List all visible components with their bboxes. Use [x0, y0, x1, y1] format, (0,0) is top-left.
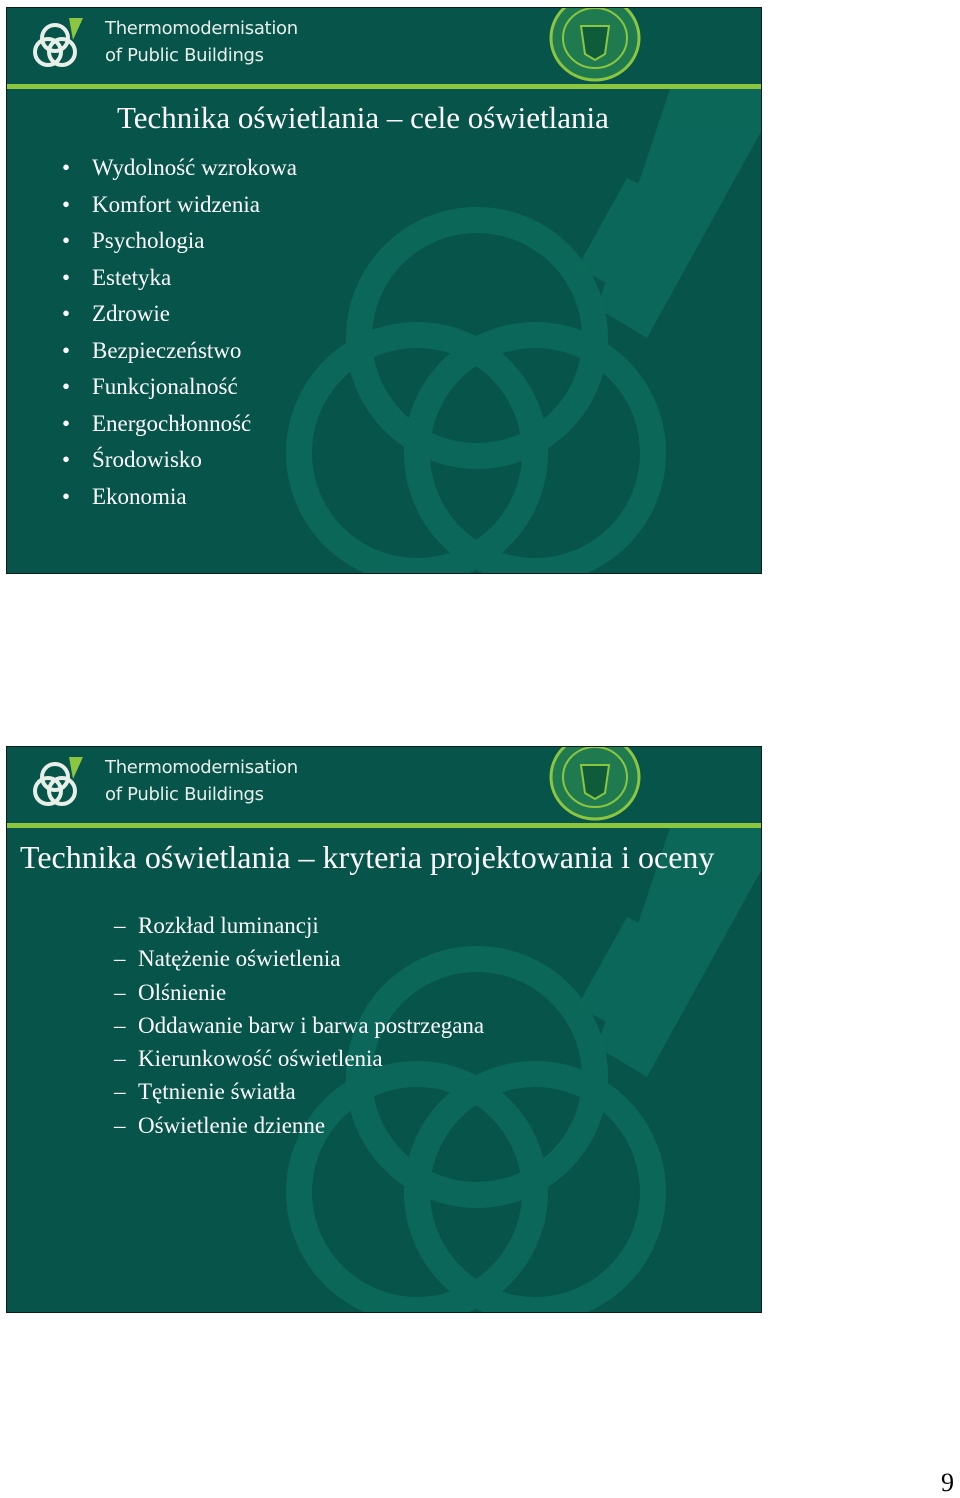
dash-mark: –	[114, 1012, 126, 1038]
dash-list	[114, 909, 484, 1142]
list-item	[62, 333, 297, 370]
list-item	[62, 406, 297, 443]
dash-mark: –	[114, 979, 126, 1005]
list-item	[62, 442, 297, 479]
list-item-text: Ekonomia	[92, 483, 187, 509]
list-item-text: Estetyka	[92, 264, 172, 290]
list-item-text: Olśnienie	[138, 979, 227, 1005]
slide-1	[6, 7, 762, 574]
list-item-text: Bezpieczeństwo	[92, 337, 242, 363]
list-item	[62, 223, 297, 260]
list-item	[114, 942, 484, 975]
bullet-mark: •	[62, 337, 71, 363]
list-item	[114, 1009, 484, 1042]
list-item-text: Rozkład luminancji	[138, 913, 319, 938]
university-crest-icon	[547, 8, 643, 82]
list-item-text: Komfort widzenia	[92, 191, 260, 217]
list-item	[62, 150, 297, 187]
ring-logo-icon	[29, 753, 93, 817]
ring-logo-icon	[29, 14, 93, 78]
bullet-mark: •	[62, 155, 71, 180]
list-item	[62, 187, 297, 224]
bullet-mark: •	[62, 483, 71, 509]
dash-mark: –	[114, 1046, 126, 1072]
slide-title: Technika oświetlania – kryteria projektowania i oceny	[20, 839, 715, 875]
slide-2	[6, 746, 762, 1313]
list-item	[114, 1109, 484, 1142]
bullet-mark: •	[62, 301, 71, 326]
brand-line-1: Thermomodernisation	[105, 18, 298, 39]
bullet-mark: •	[62, 374, 71, 399]
list-item	[114, 1042, 484, 1075]
list-item	[114, 909, 484, 942]
brand-line-1: Thermomodernisation	[105, 757, 298, 778]
list-item-text: Środowisko	[92, 447, 202, 472]
list-item	[114, 1075, 484, 1108]
list-item	[62, 260, 297, 297]
dash-mark: –	[114, 1112, 126, 1138]
list-item-text: Oddawanie barw i barwa postrzegana	[138, 1012, 485, 1038]
header-accent-line	[7, 823, 762, 828]
list-item-text: Tętnienie światła	[138, 1079, 296, 1105]
list-item	[114, 976, 484, 1009]
bullet-mark: •	[62, 264, 71, 290]
list-item-text: Psychologia	[92, 228, 205, 253]
brand-line-2: of Public Buildings	[105, 784, 264, 805]
list-item-text: Energochłonność	[92, 410, 252, 436]
list-item-text: Zdrowie	[92, 301, 170, 326]
list-item	[62, 369, 297, 406]
brand-line-2: of Public Buildings	[105, 45, 264, 66]
header-accent-line	[7, 84, 762, 89]
bullet-list	[62, 150, 297, 515]
page-number: 9	[941, 1468, 954, 1497]
bullet-mark: •	[62, 228, 71, 253]
dash-mark: –	[114, 1079, 126, 1105]
bullet-mark: •	[62, 191, 71, 217]
bullet-mark: •	[62, 410, 71, 436]
bullet-mark: •	[62, 447, 71, 472]
list-item-text: Natężenie oświetlenia	[138, 946, 341, 972]
slide-title: Technika oświetlania – cele oświetlania	[117, 100, 609, 135]
list-item-text: Wydolność wzrokowa	[92, 155, 297, 180]
list-item	[62, 296, 297, 333]
dash-mark: –	[114, 913, 126, 938]
list-item-text: Kierunkowość oświetlenia	[138, 1046, 383, 1072]
list-item	[62, 479, 297, 516]
dash-mark: –	[114, 946, 126, 972]
list-item-text: Funkcjonalność	[92, 374, 238, 399]
university-crest-icon	[547, 747, 643, 821]
list-item-text: Oświetlenie dzienne	[138, 1112, 326, 1138]
